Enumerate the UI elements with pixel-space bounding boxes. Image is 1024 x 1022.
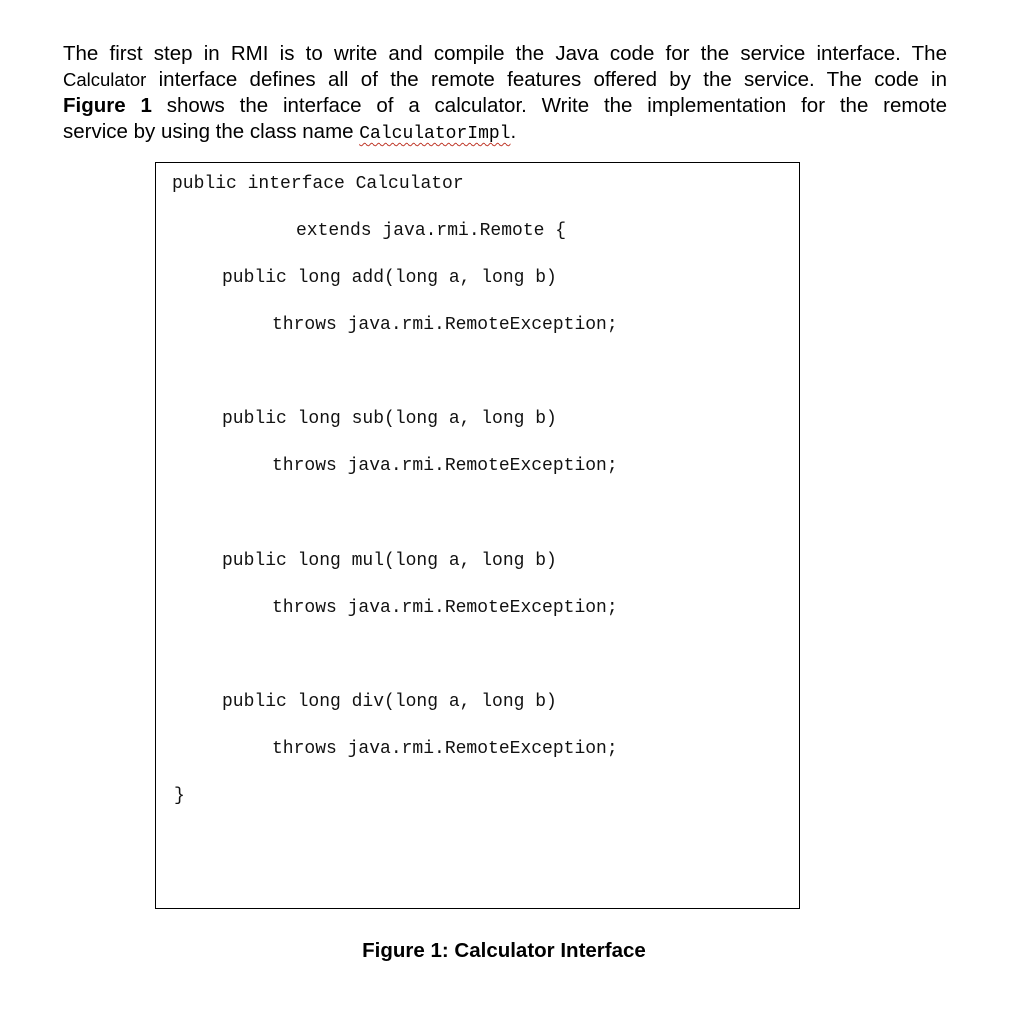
intro-paragraph <box>63 41 947 147</box>
code-mul-throws: throws java.rmi.RemoteException; <box>272 598 618 618</box>
figure-reference: Figure 1 <box>63 94 152 117</box>
code-interface-declaration: public interface Calculator <box>172 174 464 194</box>
intro-line-3-text: shows the interface of a calculator. Write the implementation for the remote <box>151 94 947 117</box>
intro-line-3 <box>63 93 947 119</box>
code-div-signature: public long div(long a, long b) <box>222 692 557 712</box>
intro-line-2-text: interface defines all of the remote features offered by the service. The code in <box>146 68 947 91</box>
code-mul-signature: public long mul(long a, long b) <box>222 551 557 571</box>
figure-caption: Figure 1: Calculator Interface <box>362 939 646 962</box>
intro-line-4-text: service by using the class name <box>63 120 360 143</box>
code-add-signature: public long add(long a, long b) <box>222 268 557 288</box>
intro-line-4 <box>63 119 947 147</box>
code-extends-clause: extends java.rmi.Remote { <box>296 221 567 241</box>
code-sub-signature: public long sub(long a, long b) <box>222 409 557 429</box>
calculator-term: Calculator <box>63 69 147 90</box>
intro-line-2 <box>63 67 947 93</box>
code-closing-brace: } <box>174 786 185 806</box>
code-div-throws: throws java.rmi.RemoteException; <box>272 739 618 759</box>
code-listing-box <box>155 162 800 909</box>
class-name-inline-code: CalculatorImpl <box>359 124 511 144</box>
code-sub-throws: throws java.rmi.RemoteException; <box>272 456 618 476</box>
intro-line-1: The first step in RMI is to write and compile the Java code for the service interface. The <box>63 42 947 65</box>
intro-line-4-period: . <box>510 120 517 143</box>
code-add-throws: throws java.rmi.RemoteException; <box>272 315 618 335</box>
